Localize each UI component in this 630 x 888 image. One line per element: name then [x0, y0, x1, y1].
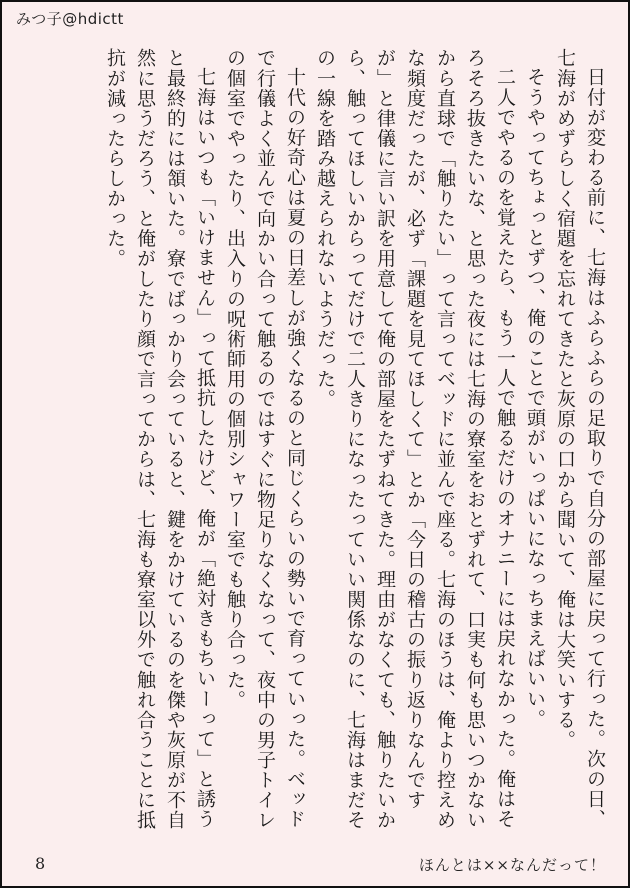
author-handle: みつ子@hdictt — [16, 10, 124, 28]
paragraph-2: そうやってちょっとずつ、俺のことで頭がいっぱいになっちまえばいい。 — [524, 67, 546, 729]
paragraph-1: 日付が変わる前に、七海はふらふらの足取りで自分の部屋に戻って行った。次の日、七海がめずらしく宿題を忘れてきたと灰原の口から聞いて、俺は大笑いする。 — [554, 48, 606, 829]
paragraph-4: 十代の好奇心は夏の日差しが強くなるのと同じくらいの勢いで育っていった。ベッドで行儀よく並んで向かい合って触るのではすぐに物足りなくなって、夜中の男子トイレの個室でやったり、出入りの呪術師用の個別シャワー室でも触り合った。 — [224, 48, 306, 830]
page-number: 8 — [35, 854, 46, 873]
book-title: ほんとは××なんだって！ — [418, 856, 606, 874]
vertical-body-text — [20, 48, 610, 838]
paragraph-3: 二人でやるのを覚えたら、もう一人で触るだけのオナニーには戻れなかった。俺はそろそろ抜きたいな、と思った夜には七海の寮室をおとずれて、口実も何も思いつかないから直球で「触りたい」って言ってベッドに並んで座る。七海のほうは、俺より控えめな頻度だったが、必ず「課題を見てほしくて」とか「今日の稽古の振り返りなんですが」と律儀に言い訳を用意して俺の部屋をたずねてきた。理由がなくても、触りたいから、触ってほしいからってだけで二人きりになったっていい関係なのに、七海はまだその一線を踏み越えられないようだった。 — [314, 48, 516, 830]
paragraph-5: 七海はいつも「いけません」って抵抗したけど、俺が「絶対きもちいーって」と誘うと最終的には頷いた。寮でばっかり会っていると、鍵をかけているのを傑や灰原が不自然に思うだろう、と俺がしたり顔で言ってからは、七海も寮室以外で触れ合うことに抵抗が減ったらしかった。 — [104, 48, 216, 830]
